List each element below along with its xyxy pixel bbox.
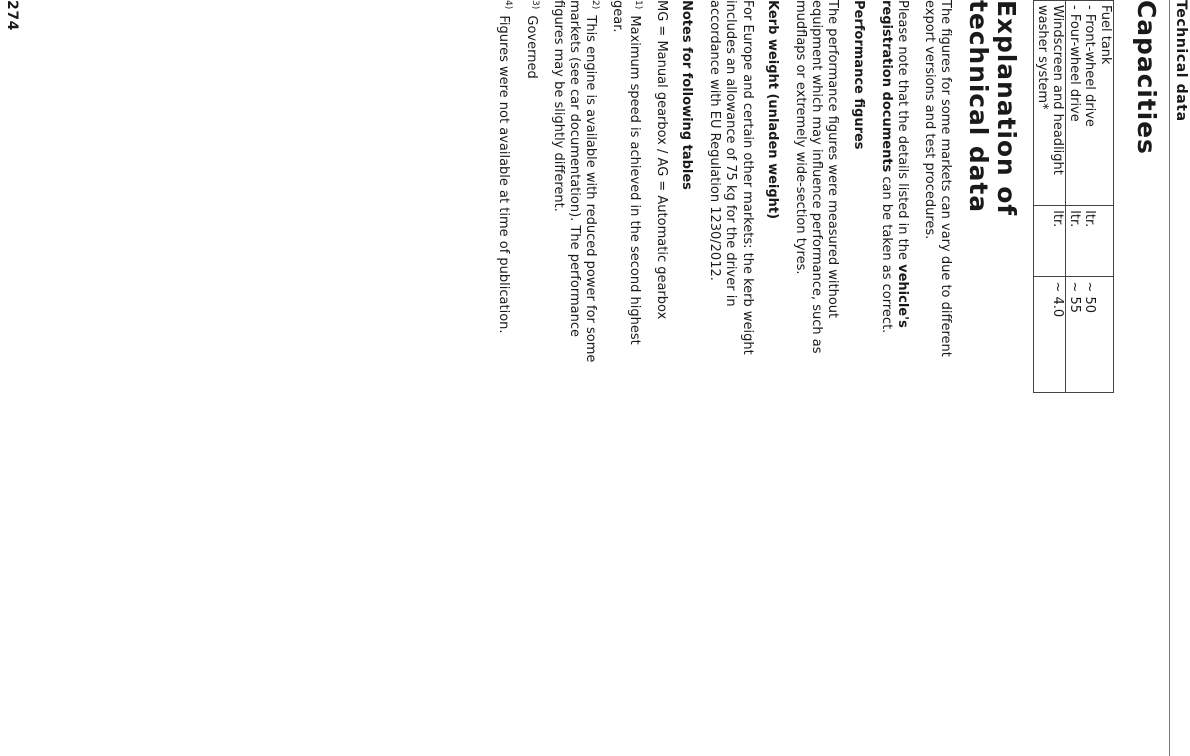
performance-heading: Performance figures xyxy=(850,0,866,150)
footnote: $^{2)}$ This engine is available with reduced power for some markets (see car documentation). The performance figures may be slightly different. xyxy=(550,0,600,363)
running-header xyxy=(1169,0,1190,756)
page-number: 274 xyxy=(4,0,20,32)
capacity-label-cell: Windscreen and headlight washer system* xyxy=(1034,1,1066,206)
table-row xyxy=(1034,1,1066,393)
capacity-unit-cell: ltr. xyxy=(1034,206,1066,277)
capacity-label-cell: Fuel tank - Front-wheel drive - Four-wheel drive xyxy=(1066,1,1114,206)
capacities-heading: Capacities xyxy=(1132,0,1161,155)
capacity-value-cell: ~ 4.0 xyxy=(1034,277,1066,393)
gearbox-note: MG = Manual gearbox / AG = Automatic gearbox xyxy=(653,0,669,320)
footnote: $^{1)}$ Maximum speed is achieved in the second highest gear. xyxy=(610,0,643,345)
left-column xyxy=(495,0,1170,400)
section-title: Technical data xyxy=(1173,0,1189,122)
capacities-table xyxy=(1034,0,1115,393)
kerb-weight-paragraph: For Europe and certain other markets: the kerb weight includes an allowance of 75 kg for the driver in accordance with EU Regulation 1230/2012. xyxy=(707,0,755,355)
capacity-value-cell: ~ 50 ~ 55 xyxy=(1066,277,1114,393)
footnote: $^{3)}$ Governed xyxy=(523,0,540,79)
notes-heading: Notes for following tables xyxy=(679,0,695,190)
footnote: $^{4)}$ Figures were not available at time of publication. xyxy=(496,0,513,334)
performance-paragraph: The performance figures were measured without equipment which may influence performance, such as mudflaps or extremely wide-section tyres. xyxy=(793,0,841,354)
capacity-unit-cell: ltr. ltr. xyxy=(1066,206,1114,277)
kerb-weight-heading: Kerb weight (unladen weight) xyxy=(764,0,780,220)
explanation-heading: Explanation of technical data xyxy=(964,0,1022,217)
registration-note: Please note that the details listed in the vehicle's registration documents can be taken as correct. xyxy=(878,0,911,334)
table-row xyxy=(1066,1,1114,393)
intro-paragraph: The figures for some markets can vary due to different export versions and test procedures. xyxy=(922,0,954,357)
